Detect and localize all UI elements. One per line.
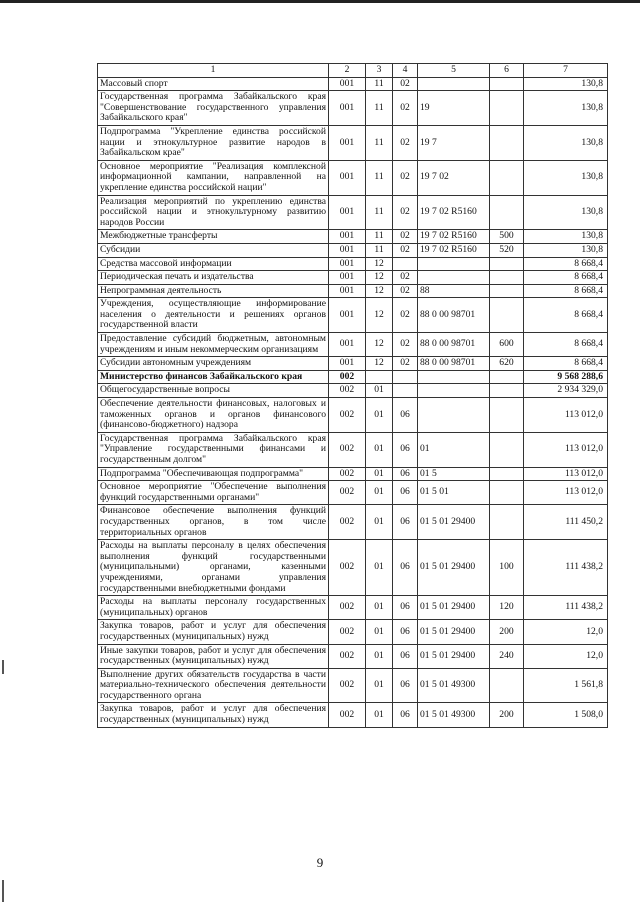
table-row bbox=[98, 467, 608, 481]
row-name-cell: Предоставление субсидий бюджетным, автономным учреждениям и иным некоммерческим организациям bbox=[98, 333, 329, 357]
row-target-code-cell: 01 5 01 29400 bbox=[418, 540, 490, 596]
scan-edge-mark bbox=[2, 660, 4, 674]
row-target-code-cell: 19 7 02 R5160 bbox=[418, 243, 490, 257]
row-expense-type-cell: 100 bbox=[490, 540, 524, 596]
row-section-cell: 01 bbox=[366, 398, 393, 433]
row-subsection-cell: 06 bbox=[393, 467, 418, 481]
row-amount-cell: 113 012,0 bbox=[524, 481, 608, 505]
row-name-cell: Субсидии автономным учреждениям bbox=[98, 357, 329, 371]
header-col-3: 3 bbox=[366, 64, 393, 78]
row-expense-type-cell bbox=[490, 125, 524, 160]
row-admin-code-cell: 002 bbox=[329, 703, 366, 727]
table-row bbox=[98, 298, 608, 333]
row-subsection-cell: 02 bbox=[393, 243, 418, 257]
row-admin-code-cell: 001 bbox=[329, 333, 366, 357]
row-admin-code-cell: 002 bbox=[329, 432, 366, 467]
row-admin-code-cell: 001 bbox=[329, 125, 366, 160]
row-target-code-cell bbox=[418, 257, 490, 271]
row-expense-type-cell bbox=[490, 668, 524, 703]
table-row bbox=[98, 125, 608, 160]
row-admin-code-cell: 002 bbox=[329, 540, 366, 596]
row-expense-type-cell: 200 bbox=[490, 703, 524, 727]
header-col-5: 5 bbox=[418, 64, 490, 78]
row-section-cell: 01 bbox=[366, 620, 393, 644]
row-section-cell: 12 bbox=[366, 271, 393, 285]
row-section-cell: 12 bbox=[366, 333, 393, 357]
table-row bbox=[98, 668, 608, 703]
row-expense-type-cell: 520 bbox=[490, 243, 524, 257]
page-number: 9 bbox=[316, 855, 324, 870]
row-amount-cell: 111 438,2 bbox=[524, 540, 608, 596]
row-subsection-cell: 02 bbox=[393, 284, 418, 298]
row-expense-type-cell: 600 bbox=[490, 333, 524, 357]
table-row bbox=[98, 703, 608, 727]
row-expense-type-cell bbox=[490, 284, 524, 298]
row-name-cell: Подпрограмма "Обеспечивающая подпрограмма" bbox=[98, 467, 329, 481]
row-section-cell: 11 bbox=[366, 125, 393, 160]
row-subsection-cell: 06 bbox=[393, 505, 418, 540]
row-target-code-cell: 01 5 01 49300 bbox=[418, 703, 490, 727]
row-section-cell: 11 bbox=[366, 91, 393, 126]
row-target-code-cell bbox=[418, 271, 490, 285]
row-target-code-cell: 01 5 01 bbox=[418, 481, 490, 505]
row-name-cell: Учреждения, осуществляющие информирование населения о деятельности и решениях органов государственной власти bbox=[98, 298, 329, 333]
row-subsection-cell: 06 bbox=[393, 596, 418, 620]
row-subsection-cell bbox=[393, 257, 418, 271]
table-row bbox=[98, 284, 608, 298]
row-subsection-cell: 02 bbox=[393, 195, 418, 230]
row-subsection-cell: 06 bbox=[393, 432, 418, 467]
row-admin-code-cell: 001 bbox=[329, 257, 366, 271]
row-expense-type-cell: 200 bbox=[490, 620, 524, 644]
row-expense-type-cell: 500 bbox=[490, 230, 524, 244]
row-subsection-cell: 02 bbox=[393, 271, 418, 285]
row-target-code-cell: 19 7 bbox=[418, 125, 490, 160]
row-name-cell: Расходы на выплаты персоналу государственных (муниципальных) органов bbox=[98, 596, 329, 620]
row-amount-cell: 8 668,4 bbox=[524, 271, 608, 285]
row-amount-cell: 2 934 329,0 bbox=[524, 384, 608, 398]
row-admin-code-cell: 002 bbox=[329, 481, 366, 505]
row-target-code-cell: 19 7 02 bbox=[418, 160, 490, 195]
row-target-code-cell: 01 5 01 29400 bbox=[418, 596, 490, 620]
header-col-2: 2 bbox=[329, 64, 366, 78]
row-subsection-cell: 06 bbox=[393, 481, 418, 505]
row-section-cell: 01 bbox=[366, 644, 393, 668]
row-subsection-cell bbox=[393, 370, 418, 384]
row-expense-type-cell bbox=[490, 257, 524, 271]
table-row bbox=[98, 230, 608, 244]
row-amount-cell: 8 668,4 bbox=[524, 284, 608, 298]
row-expense-type-cell: 620 bbox=[490, 357, 524, 371]
row-section-cell: 01 bbox=[366, 703, 393, 727]
row-admin-code-cell: 001 bbox=[329, 357, 366, 371]
row-section-cell: 12 bbox=[366, 284, 393, 298]
row-subsection-cell: 02 bbox=[393, 77, 418, 91]
row-amount-cell: 130,8 bbox=[524, 77, 608, 91]
row-amount-cell: 111 450,2 bbox=[524, 505, 608, 540]
row-name-cell: Межбюджетные трансферты bbox=[98, 230, 329, 244]
row-subsection-cell: 06 bbox=[393, 668, 418, 703]
row-target-code-cell bbox=[418, 384, 490, 398]
row-name-cell: Расходы на выплаты персоналу в целях обеспечения выполнения функций государственными (муниципальными) органами, казенными учреждениями, органами управления государственными внебюджетными фондами bbox=[98, 540, 329, 596]
row-name-cell: Финансовое обеспечение выполнения функций государственных органов, в том числе территориальных органов bbox=[98, 505, 329, 540]
row-name-cell: Общегосударственные вопросы bbox=[98, 384, 329, 398]
row-expense-type-cell bbox=[490, 91, 524, 126]
row-amount-cell: 113 012,0 bbox=[524, 467, 608, 481]
table-row bbox=[98, 91, 608, 126]
row-admin-code-cell: 001 bbox=[329, 230, 366, 244]
header-col-6: 6 bbox=[490, 64, 524, 78]
row-name-cell: Выполнение других обязательств государства в части материально-технического обеспечения деятельности государственного органа bbox=[98, 668, 329, 703]
table-row bbox=[98, 160, 608, 195]
row-admin-code-cell: 001 bbox=[329, 284, 366, 298]
row-amount-cell: 9 568 288,6 bbox=[524, 370, 608, 384]
row-admin-code-cell: 002 bbox=[329, 596, 366, 620]
row-section-cell: 01 bbox=[366, 432, 393, 467]
row-amount-cell: 1 561,8 bbox=[524, 668, 608, 703]
row-target-code-cell: 01 bbox=[418, 432, 490, 467]
row-target-code-cell bbox=[418, 77, 490, 91]
row-section-cell: 12 bbox=[366, 257, 393, 271]
row-amount-cell: 130,8 bbox=[524, 243, 608, 257]
row-admin-code-cell: 002 bbox=[329, 505, 366, 540]
row-section-cell: 11 bbox=[366, 195, 393, 230]
header-col-1: 1 bbox=[98, 64, 329, 78]
row-name-cell: Субсидии bbox=[98, 243, 329, 257]
row-subsection-cell: 02 bbox=[393, 333, 418, 357]
row-name-cell: Министерство финансов Забайкальского края bbox=[98, 370, 329, 384]
row-target-code-cell: 01 5 01 29400 bbox=[418, 505, 490, 540]
row-amount-cell: 130,8 bbox=[524, 125, 608, 160]
header-col-4: 4 bbox=[393, 64, 418, 78]
row-section-cell: 11 bbox=[366, 77, 393, 91]
row-name-cell: Периодическая печать и издательства bbox=[98, 271, 329, 285]
row-amount-cell: 12,0 bbox=[524, 620, 608, 644]
row-admin-code-cell: 002 bbox=[329, 384, 366, 398]
row-admin-code-cell: 001 bbox=[329, 271, 366, 285]
row-admin-code-cell: 001 bbox=[329, 298, 366, 333]
row-name-cell: Подпрограмма "Укрепление единства российской нации и этнокультурное развитие народов в Забайкальском крае" bbox=[98, 125, 329, 160]
row-admin-code-cell: 002 bbox=[329, 467, 366, 481]
table-row bbox=[98, 243, 608, 257]
row-section-cell bbox=[366, 370, 393, 384]
row-section-cell: 01 bbox=[366, 384, 393, 398]
table-row bbox=[98, 271, 608, 285]
row-section-cell: 12 bbox=[366, 298, 393, 333]
row-section-cell: 01 bbox=[366, 467, 393, 481]
row-expense-type-cell bbox=[490, 432, 524, 467]
row-target-code-cell: 88 0 00 98701 bbox=[418, 298, 490, 333]
row-amount-cell: 8 668,4 bbox=[524, 333, 608, 357]
row-subsection-cell: 06 bbox=[393, 620, 418, 644]
row-expense-type-cell bbox=[490, 160, 524, 195]
table-row bbox=[98, 384, 608, 398]
row-target-code-cell: 19 7 02 R5160 bbox=[418, 230, 490, 244]
row-subsection-cell: 02 bbox=[393, 298, 418, 333]
row-subsection-cell: 02 bbox=[393, 125, 418, 160]
header-row bbox=[98, 64, 608, 78]
row-expense-type-cell: 120 bbox=[490, 596, 524, 620]
row-admin-code-cell: 001 bbox=[329, 77, 366, 91]
row-expense-type-cell: 240 bbox=[490, 644, 524, 668]
row-name-cell: Реализация мероприятий по укреплению единства российской нации и этнокультурному развитию народов России bbox=[98, 195, 329, 230]
row-target-code-cell bbox=[418, 398, 490, 433]
row-section-cell: 01 bbox=[366, 596, 393, 620]
row-name-cell: Средства массовой информации bbox=[98, 257, 329, 271]
row-amount-cell: 130,8 bbox=[524, 160, 608, 195]
row-target-code-cell: 88 0 00 98701 bbox=[418, 333, 490, 357]
row-subsection-cell: 02 bbox=[393, 160, 418, 195]
row-name-cell: Обеспечение деятельности финансовых, налоговых и таможенных органов и органов финансового (финансово-бюджетного) надзора bbox=[98, 398, 329, 433]
row-expense-type-cell bbox=[490, 370, 524, 384]
row-amount-cell: 113 012,0 bbox=[524, 398, 608, 433]
row-name-cell: Основное мероприятие "Реализация комплексной информационной кампании, направленной на укрепление единства российской нации" bbox=[98, 160, 329, 195]
row-target-code-cell: 19 7 02 R5160 bbox=[418, 195, 490, 230]
budget-table bbox=[97, 63, 608, 728]
row-section-cell: 01 bbox=[366, 481, 393, 505]
table-row bbox=[98, 505, 608, 540]
row-amount-cell: 113 012,0 bbox=[524, 432, 608, 467]
row-name-cell: Государственная программа Забайкальского края "Управление государственными финансами и государственным долгом" bbox=[98, 432, 329, 467]
row-section-cell: 11 bbox=[366, 230, 393, 244]
row-amount-cell: 111 438,2 bbox=[524, 596, 608, 620]
row-name-cell: Непрограммная деятельность bbox=[98, 284, 329, 298]
table-row bbox=[98, 540, 608, 596]
row-subsection-cell: 02 bbox=[393, 357, 418, 371]
row-name-cell: Закупка товаров, работ и услуг для обеспечения государственных (муниципальных) нужд bbox=[98, 703, 329, 727]
row-name-cell: Иные закупки товаров, работ и услуг для обеспечения государственных (муниципальных) нужд bbox=[98, 644, 329, 668]
row-amount-cell: 8 668,4 bbox=[524, 257, 608, 271]
row-subsection-cell: 06 bbox=[393, 703, 418, 727]
row-expense-type-cell bbox=[490, 398, 524, 433]
row-amount-cell: 130,8 bbox=[524, 195, 608, 230]
table-row bbox=[98, 398, 608, 433]
table-row bbox=[98, 77, 608, 91]
row-admin-code-cell: 001 bbox=[329, 160, 366, 195]
row-amount-cell: 1 508,0 bbox=[524, 703, 608, 727]
row-target-code-cell: 88 0 00 98701 bbox=[418, 357, 490, 371]
top-edge-bar bbox=[0, 0, 640, 3]
table-row bbox=[98, 620, 608, 644]
row-expense-type-cell bbox=[490, 271, 524, 285]
row-admin-code-cell: 002 bbox=[329, 644, 366, 668]
row-target-code-cell: 01 5 01 29400 bbox=[418, 644, 490, 668]
row-amount-cell: 130,8 bbox=[524, 91, 608, 126]
row-section-cell: 01 bbox=[366, 668, 393, 703]
header-col-7: 7 bbox=[524, 64, 608, 78]
row-subsection-cell: 06 bbox=[393, 398, 418, 433]
row-name-cell: Закупка товаров, работ и услуг для обеспечения государственных (муниципальных) нужд bbox=[98, 620, 329, 644]
row-subsection-cell: 02 bbox=[393, 91, 418, 126]
row-subsection-cell: 06 bbox=[393, 540, 418, 596]
table-row bbox=[98, 333, 608, 357]
row-section-cell: 11 bbox=[366, 243, 393, 257]
row-admin-code-cell: 002 bbox=[329, 620, 366, 644]
row-expense-type-cell bbox=[490, 505, 524, 540]
row-amount-cell: 8 668,4 bbox=[524, 298, 608, 333]
row-expense-type-cell bbox=[490, 298, 524, 333]
row-expense-type-cell bbox=[490, 77, 524, 91]
table-row bbox=[98, 596, 608, 620]
row-section-cell: 01 bbox=[366, 505, 393, 540]
row-expense-type-cell bbox=[490, 481, 524, 505]
row-name-cell: Основное мероприятие "Обеспечение выполнения функций государственными органами" bbox=[98, 481, 329, 505]
row-section-cell: 12 bbox=[366, 357, 393, 371]
row-target-code-cell: 01 5 01 49300 bbox=[418, 668, 490, 703]
row-section-cell: 01 bbox=[366, 540, 393, 596]
row-expense-type-cell bbox=[490, 467, 524, 481]
row-target-code-cell bbox=[418, 370, 490, 384]
row-admin-code-cell: 001 bbox=[329, 91, 366, 126]
table-row bbox=[98, 357, 608, 371]
row-amount-cell: 12,0 bbox=[524, 644, 608, 668]
row-target-code-cell: 19 bbox=[418, 91, 490, 126]
row-section-cell: 11 bbox=[366, 160, 393, 195]
table-row bbox=[98, 257, 608, 271]
row-expense-type-cell bbox=[490, 195, 524, 230]
table-row bbox=[98, 481, 608, 505]
row-target-code-cell: 88 bbox=[418, 284, 490, 298]
row-target-code-cell: 01 5 bbox=[418, 467, 490, 481]
scan-edge-mark bbox=[2, 880, 4, 902]
row-expense-type-cell bbox=[490, 384, 524, 398]
row-amount-cell: 8 668,4 bbox=[524, 357, 608, 371]
table-row bbox=[98, 370, 608, 384]
row-subsection-cell bbox=[393, 384, 418, 398]
table-row bbox=[98, 432, 608, 467]
row-name-cell: Государственная программа Забайкальского края "Совершенствование государственного управления Забайкальского края" bbox=[98, 91, 329, 126]
row-subsection-cell: 06 bbox=[393, 644, 418, 668]
row-admin-code-cell: 001 bbox=[329, 195, 366, 230]
row-amount-cell: 130,8 bbox=[524, 230, 608, 244]
table-row bbox=[98, 195, 608, 230]
row-target-code-cell: 01 5 01 29400 bbox=[418, 620, 490, 644]
row-admin-code-cell: 002 bbox=[329, 668, 366, 703]
table-row bbox=[98, 644, 608, 668]
row-name-cell: Массовый спорт bbox=[98, 77, 329, 91]
row-admin-code-cell: 001 bbox=[329, 243, 366, 257]
row-admin-code-cell: 002 bbox=[329, 370, 366, 384]
row-subsection-cell: 02 bbox=[393, 230, 418, 244]
row-admin-code-cell: 002 bbox=[329, 398, 366, 433]
